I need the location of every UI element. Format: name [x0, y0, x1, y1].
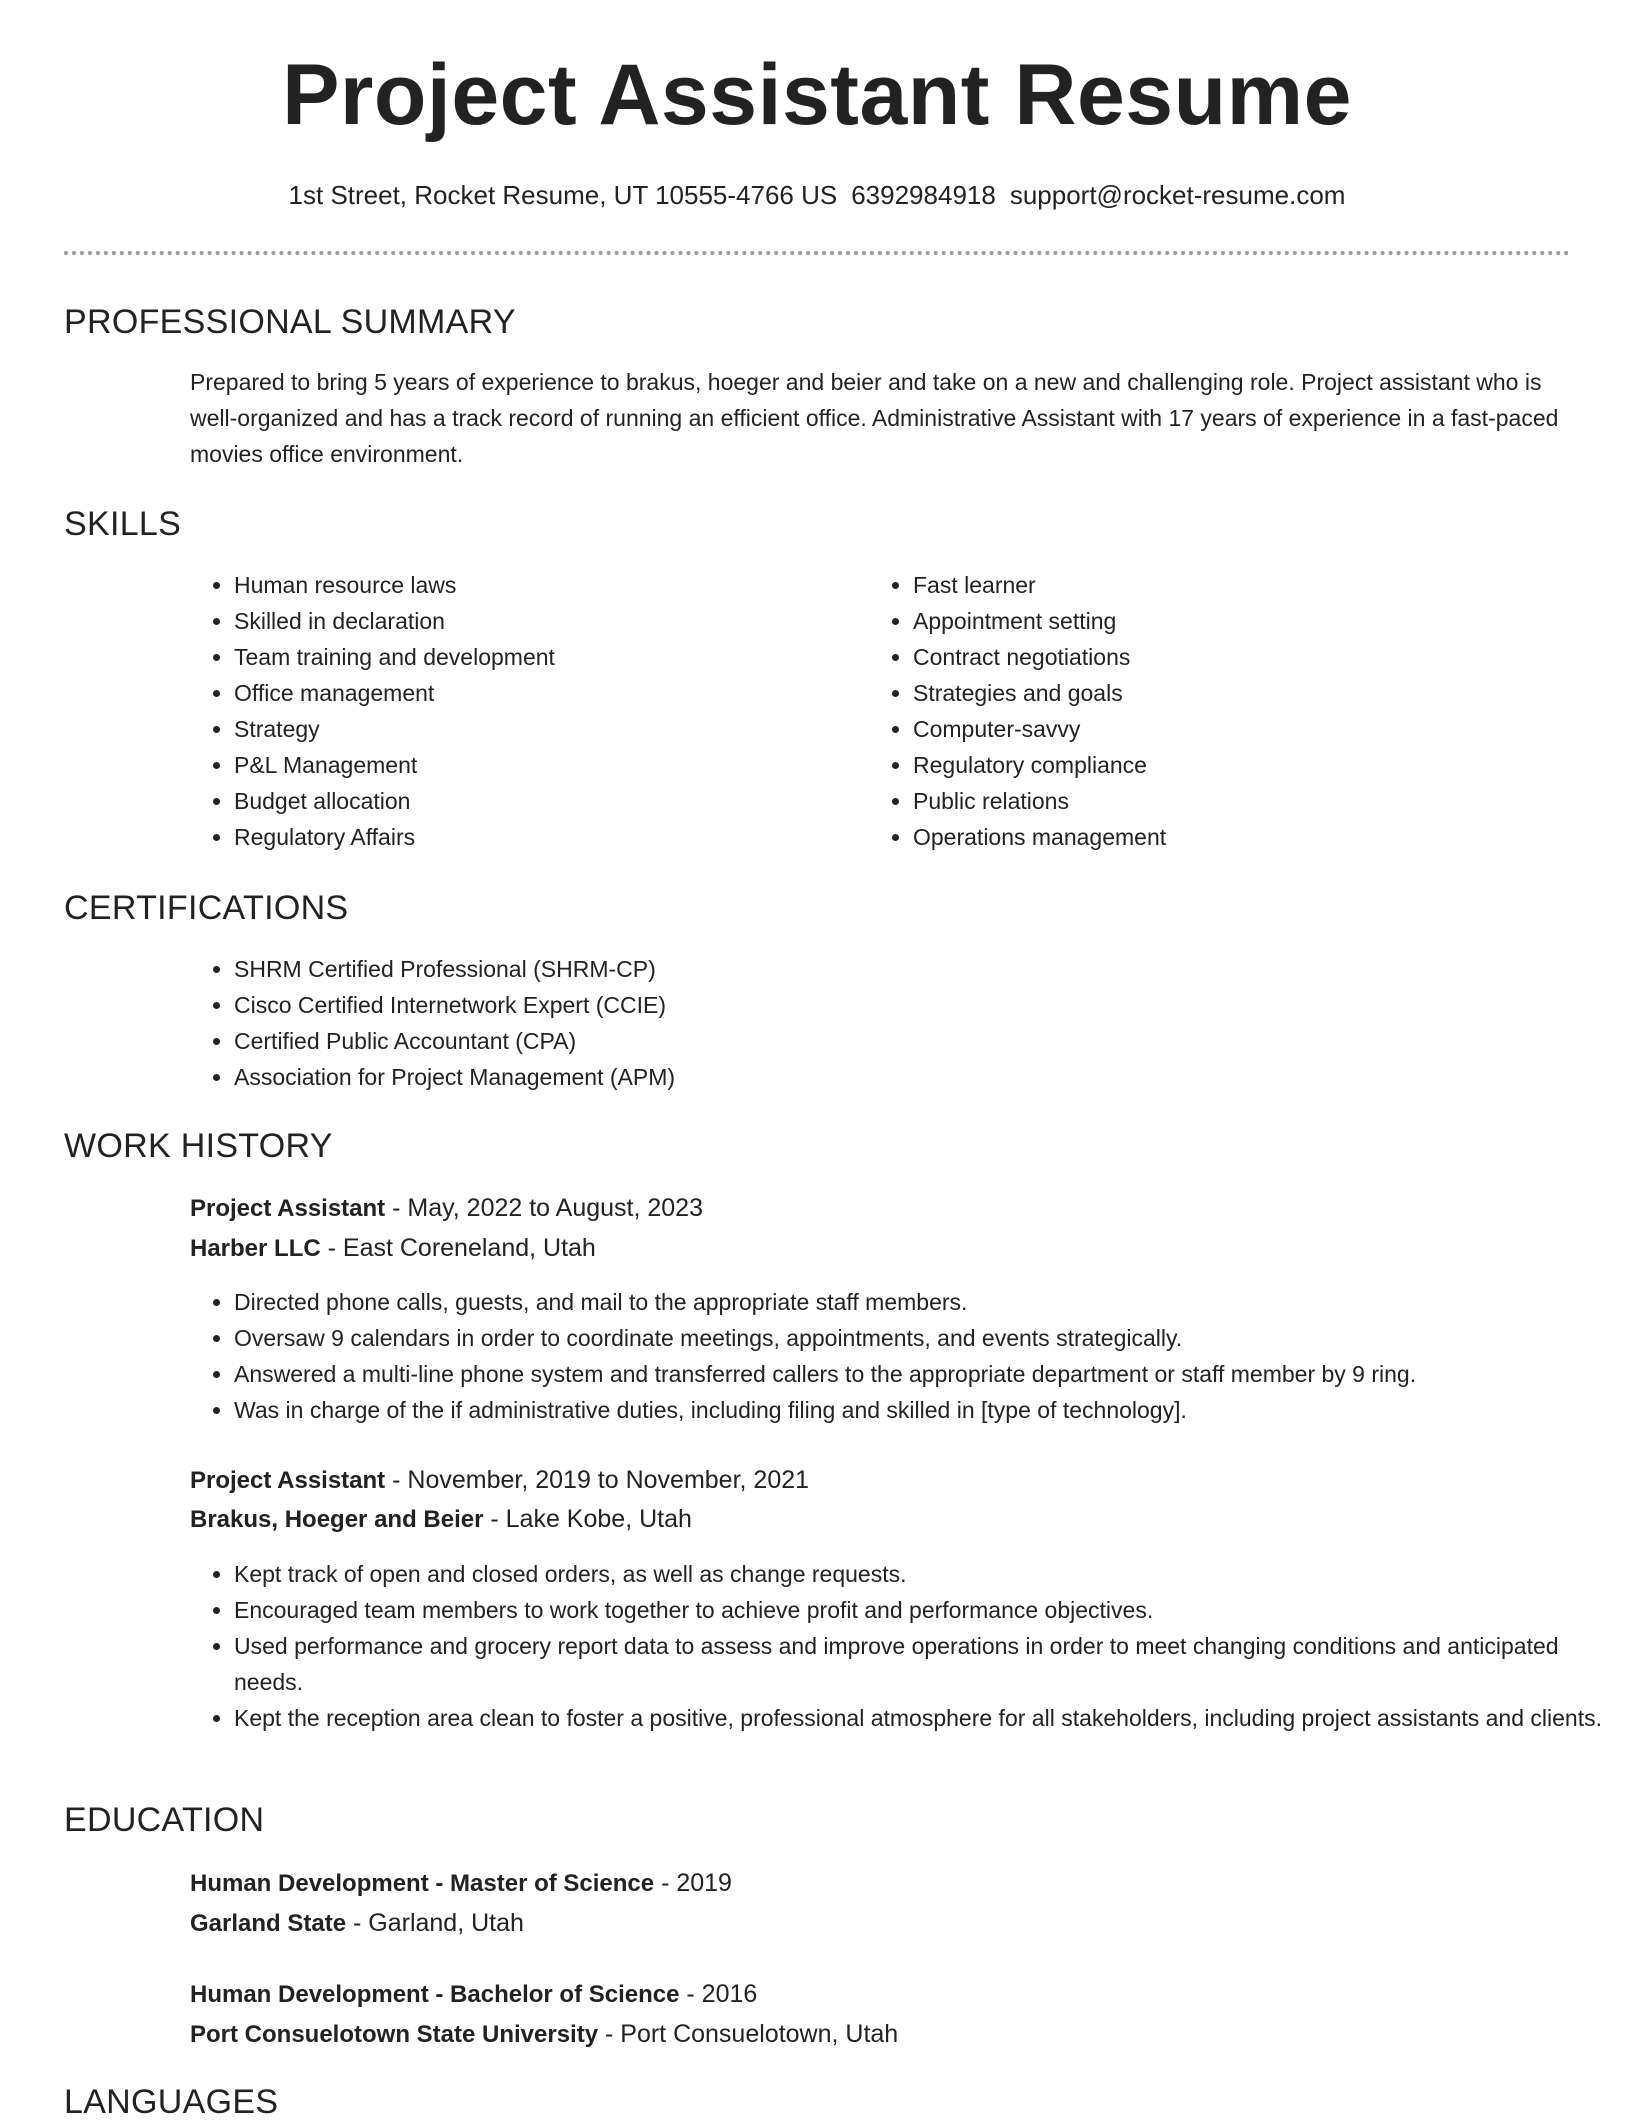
- email: support@rocket-resume.com: [1009, 180, 1346, 210]
- job-title-line: [190, 1468, 809, 1493]
- certification-item: • SHRM Certified Professional (SHRM-CP): [234, 951, 1534, 987]
- certifications-list: [190, 951, 1534, 1095]
- skill-item: • Regulatory Affairs: [234, 819, 864, 855]
- job-title-line: [190, 1196, 703, 1221]
- education-degree-line: [190, 1982, 757, 2007]
- job-bullet: • Kept the reception area clean to foster a positive, professional atmosphere for all stakeholders, including project assistants and clients.: [234, 1700, 1614, 1736]
- job-company: Harber LLC: [190, 1235, 321, 1262]
- job-company-line: [190, 1507, 692, 1532]
- education-degree: Human Development - Master of Science: [190, 1870, 655, 1897]
- certification-item: • Cisco Certified Internetwork Expert (CCIE): [234, 987, 1534, 1023]
- section-title-languages: LANGUAGES: [64, 2083, 279, 2121]
- skill-item: • Appointment setting: [913, 603, 1543, 639]
- certification-item: • Certified Public Accountant (CPA): [234, 1023, 1534, 1059]
- job-location: - East Coreneland, Utah: [320, 1234, 596, 1262]
- skill-item: • Office management: [234, 675, 864, 711]
- skill-item: • Strategy: [234, 711, 864, 747]
- phone: 6392984918: [851, 180, 996, 210]
- education-school-line: [190, 1911, 524, 1936]
- skill-item: • Contract negotiations: [913, 639, 1543, 675]
- job-bullet: • Oversaw 9 calendars in order to coordinate meetings, appointments, and events strategically.: [234, 1320, 1614, 1356]
- skill-item: • Skilled in declaration: [234, 603, 864, 639]
- contact-line: [64, 182, 1570, 208]
- address: 1st Street, Rocket Resume, UT 10555-4766 US: [288, 180, 838, 210]
- education-year: - 2016: [679, 1980, 758, 2008]
- job-location: - Lake Kobe, Utah: [483, 1505, 692, 1533]
- education-degree-line: [190, 1871, 732, 1896]
- job-bullet: • Was in charge of the if administrative duties, including filing and skilled in [type of technology].: [234, 1392, 1614, 1428]
- skill-item: • Human resource laws: [234, 567, 864, 603]
- job-bullet: • Used performance and grocery report data to assess and improve operations in order to meet changing conditions and anticipated needs.: [234, 1628, 1614, 1700]
- skill-item: • Regulatory compliance: [913, 747, 1543, 783]
- skill-item: • Budget allocation: [234, 783, 864, 819]
- skill-item: • Operations management: [913, 819, 1543, 855]
- skills-list-right: [869, 567, 1543, 855]
- section-title-certifications: CERTIFICATIONS: [64, 889, 349, 927]
- skill-item: • Public relations: [913, 783, 1543, 819]
- education-school: Garland State: [190, 1910, 347, 1937]
- education-school-line: [190, 2022, 898, 2047]
- skill-item: • Computer-savvy: [913, 711, 1543, 747]
- job-company: Brakus, Hoeger and Beier: [190, 1506, 484, 1533]
- certification-item: • Association for Project Management (APM): [234, 1059, 1534, 1095]
- section-title-skills: SKILLS: [64, 505, 182, 543]
- job-role: Project Assistant: [190, 1467, 386, 1494]
- job-bullets: [190, 1284, 1614, 1428]
- skills-list-left: [190, 567, 864, 855]
- skill-item: • Fast learner: [913, 567, 1543, 603]
- job-dates: - November, 2019 to November, 2021: [385, 1466, 810, 1494]
- skill-item: • Strategies and goals: [913, 675, 1543, 711]
- education-location: - Garland, Utah: [346, 1909, 524, 1937]
- section-title-education: EDUCATION: [64, 1801, 265, 1839]
- section-title-work-history: WORK HISTORY: [64, 1127, 333, 1165]
- education-location: - Port Consuelotown, Utah: [598, 2020, 899, 2048]
- section-title-summary: PROFESSIONAL SUMMARY: [64, 303, 516, 341]
- skill-item: • P&L Management: [234, 747, 864, 783]
- education-year: - 2019: [654, 1869, 732, 1897]
- education-degree: Human Development - Bachelor of Science: [190, 1981, 680, 2008]
- job-bullet: • Answered a multi-line phone system and transferred callers to the appropriate department or staff member by 9 ring.: [234, 1356, 1614, 1392]
- resume-name: Project Assistant Resume: [282, 47, 1352, 143]
- job-bullet: • Encouraged team members to work together to achieve profit and performance objectives.: [234, 1592, 1614, 1628]
- education-school: Port Consuelotown State University: [190, 2021, 599, 2048]
- summary-text: Prepared to bring 5 years of experience to brakus, hoeger and beier and take on a new and challenging role. Project assistant who is well-organized and has a track record of running an efficient office. Administrative Assistant with 17 years of experience in a fast-paced movies office environment.: [190, 369, 1559, 467]
- job-role: Project Assistant: [190, 1195, 386, 1222]
- job-bullet: • Kept track of open and closed orders, as well as change requests.: [234, 1556, 1614, 1592]
- job-bullet: • Directed phone calls, guests, and mail to the appropriate staff members.: [234, 1284, 1614, 1320]
- skill-item: • Team training and development: [234, 639, 864, 675]
- header-divider: [64, 251, 1570, 255]
- job-dates: - May, 2022 to August, 2023: [385, 1194, 703, 1222]
- job-bullets: [190, 1556, 1614, 1736]
- job-company-line: [190, 1236, 596, 1261]
